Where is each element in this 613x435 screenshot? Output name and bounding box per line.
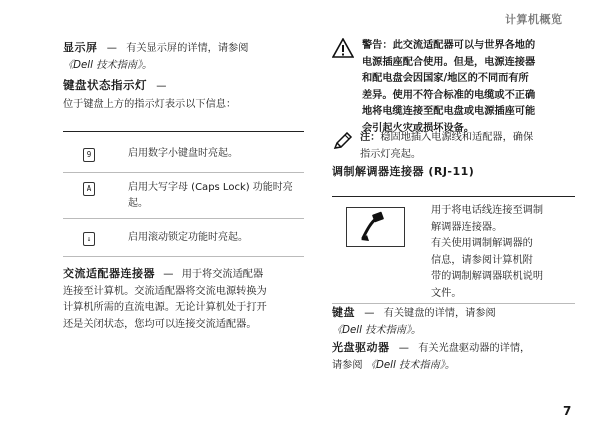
optical-text1: 有关光盘驱动器的详情， xyxy=(418,343,531,354)
caps-lock-icon: A xyxy=(83,182,95,196)
ac-line1: 用于将交流适配器 xyxy=(181,269,264,280)
warning-line: 地将电缆连接至配电盘或电源插座可能 xyxy=(362,106,536,117)
kbd-lights-title: 键盘状态指示灯 xyxy=(63,78,147,92)
warning-line: 此交流适配器可以与世界各地的 xyxy=(392,40,536,51)
table-bottom-rule xyxy=(63,256,304,257)
display-term: 显示屏 xyxy=(63,41,98,54)
optical-drive-entry xyxy=(332,340,530,374)
modem-top-rule xyxy=(332,196,575,197)
optical-term: 光盘驱动器 xyxy=(332,341,390,354)
warning-line: 电源插座配合使用。但是，电源连接器 xyxy=(362,56,536,68)
table-top-rule xyxy=(63,131,304,132)
warning-line: 和配电盘会因国家/地区的不同而有所 xyxy=(362,73,529,84)
table-row-divider xyxy=(63,218,304,219)
ac-dash: — xyxy=(163,269,174,280)
scroll-lock-icon: ↓ xyxy=(83,232,95,246)
warning-line: 差异。使用不符合标准的电缆或不正确 xyxy=(362,89,536,101)
keyboard-entry xyxy=(332,305,496,339)
modem-title: 调制解调器连接器 (RJ-11) xyxy=(332,165,475,178)
modem-desc2: 有关使用调制解调器的 信息，请参阅计算机附 带的调制解调器联机说明 文件。 xyxy=(431,238,544,299)
display-ref: 《Dell 技术指南》。 xyxy=(63,59,153,71)
ac-adapter-entry xyxy=(63,266,313,333)
warning-text xyxy=(362,38,577,137)
optical-text2: 请参阅 xyxy=(332,359,363,371)
phone-cable-image xyxy=(346,207,405,247)
num-lock-icon: 9 xyxy=(83,148,95,162)
warning-label: 警告： xyxy=(362,40,393,51)
kbd-lights-heading xyxy=(63,77,166,96)
display-dash: — xyxy=(106,43,117,54)
ac-term: 交流适配器连接器 xyxy=(63,267,155,280)
keyboard-text: 有关键盘的详情，请参阅 xyxy=(383,308,496,319)
warning-icon xyxy=(332,38,354,58)
note-text xyxy=(360,130,578,163)
section-header: 计算机概览 xyxy=(505,13,563,26)
phone-cable-icon xyxy=(347,208,404,246)
kbd-lights-dash: — xyxy=(156,81,167,92)
caps-lock-text: 启用大写字母 (Caps Lock) 功能时亮起。 xyxy=(128,182,293,209)
kbd-lights-intro: 位于键盘上方的指示灯表示以下信息： xyxy=(63,99,237,110)
ac-line4: 还是关闭状态，您均可以连接交流适配器。 xyxy=(63,318,257,330)
keyboard-dash: — xyxy=(364,308,375,319)
modem-bottom-rule xyxy=(332,303,575,304)
note-line2: 指示灯亮起。 xyxy=(360,148,422,160)
ac-line3: 计算机所需的直流电源。无论计算机处于打开 xyxy=(63,302,267,313)
table-row-divider xyxy=(63,172,304,173)
display-entry xyxy=(63,40,248,74)
note-label: 注： xyxy=(360,132,381,143)
note-pencil-icon xyxy=(333,132,353,150)
display-text: 有关显示屏的详情，请参阅 xyxy=(126,43,249,54)
keyboard-term: 键盘 xyxy=(332,306,355,319)
note-line1: 稳固地插入电源线和适配器，确保 xyxy=(380,132,534,143)
ac-line2: 连接至计算机。交流适配器将交流电源转换为 xyxy=(63,285,267,297)
modem-desc1: 用于将电话线连接至调制 解调器连接器。 xyxy=(431,205,544,233)
optical-ref: 《Dell 技术指南》。 xyxy=(365,359,456,371)
scroll-lock-text: 启用滚动锁定功能时亮起。 xyxy=(128,232,248,243)
warning-line: 会引起火灾或损坏设备。 xyxy=(362,122,475,134)
page-number: 7 xyxy=(563,404,572,418)
num-lock-text: 启用数字小键盘时亮起。 xyxy=(128,148,238,159)
keyboard-ref: 《Dell 技术指南》。 xyxy=(332,324,422,336)
optical-dash: — xyxy=(398,343,409,354)
